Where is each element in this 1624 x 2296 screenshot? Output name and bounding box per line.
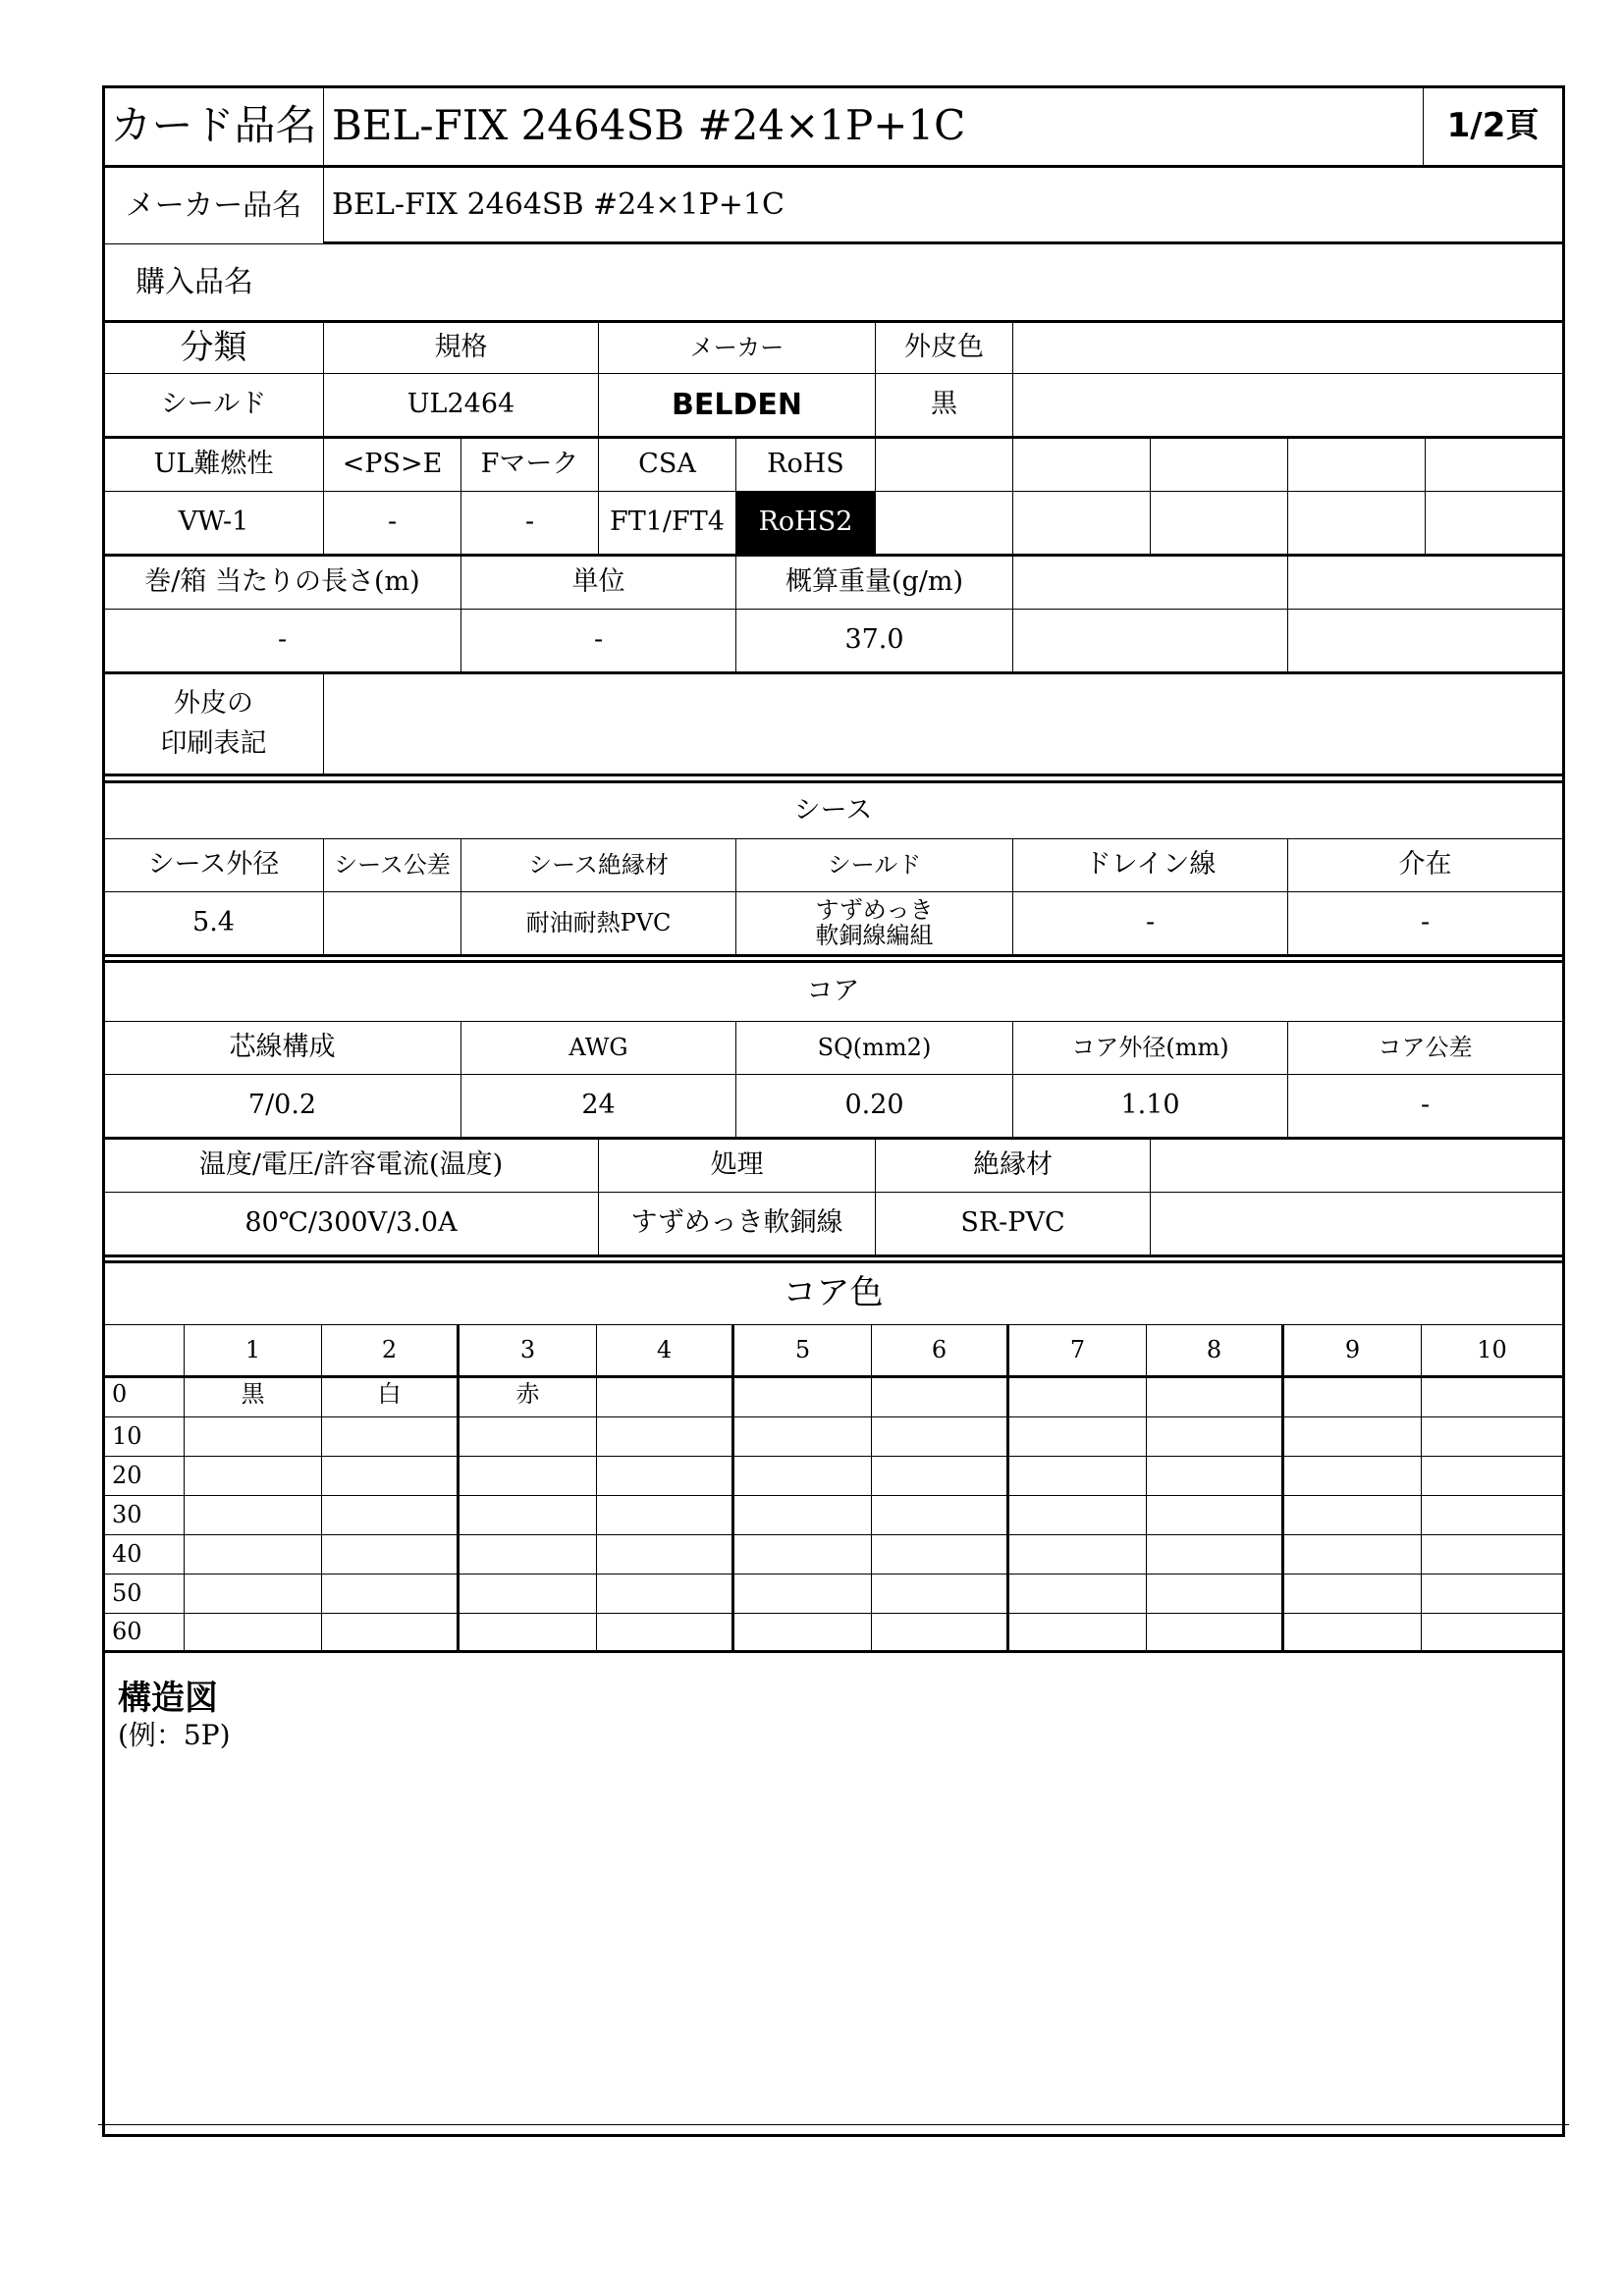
printing-label (104, 674, 324, 776)
cert-value-fmark: - (461, 492, 599, 557)
core-diameter-value: 1.10 (1013, 1075, 1288, 1140)
color-row-label: 40 (104, 1535, 185, 1575)
classification-blank (1013, 323, 1562, 374)
page-indicator: 1/2頁 (1424, 87, 1562, 168)
color-cell (322, 1496, 460, 1535)
cert-value-blank (1426, 492, 1562, 557)
jacket-color-value: 黒 (876, 374, 1013, 439)
structure-title: 構造図 (118, 1679, 218, 1718)
weight-value: 37.0 (736, 610, 1013, 674)
color-cell (460, 1614, 597, 1653)
color-cell (322, 1417, 460, 1457)
color-cell (872, 1614, 1009, 1653)
cert-value-pse: - (324, 492, 461, 557)
structure-note: (例：5P) (118, 1719, 231, 1751)
cert-header-pse: <PS>E (324, 439, 461, 492)
color-cell (1009, 1457, 1147, 1496)
color-cell (597, 1535, 734, 1575)
color-column-header: 2 (322, 1325, 460, 1378)
insulation-value: SR-PVC (876, 1193, 1151, 1257)
color-cell (872, 1496, 1009, 1535)
length-label: 巻/箱 当たりの長さ(m) (104, 557, 461, 610)
color-cell (1009, 1378, 1147, 1417)
color-column-header: 6 (872, 1325, 1009, 1378)
printing-label-line1: 外皮の (174, 688, 253, 720)
color-column-header: 9 (1284, 1325, 1422, 1378)
printing-label-line2: 印刷表記 (160, 727, 267, 759)
color-cell (1009, 1496, 1147, 1535)
card-name-label: カード品名 (104, 87, 324, 168)
color-cell (734, 1378, 872, 1417)
unit-label: 単位 (461, 557, 736, 610)
color-cell (734, 1417, 872, 1457)
color-row-label: 60 (104, 1614, 185, 1653)
cert-value-rohs: RoHS2 (736, 492, 876, 557)
sheath-header-drain: ドレイン線 (1013, 839, 1288, 892)
core-header-diameter: コア外径(mm) (1013, 1022, 1288, 1075)
core-section-title: コア (104, 960, 1562, 1022)
color-cell (734, 1496, 872, 1535)
color-cell (734, 1457, 872, 1496)
color-cell (185, 1457, 322, 1496)
sheath-shield-value (736, 892, 1013, 957)
color-cell (872, 1575, 1009, 1614)
color-cell (460, 1457, 597, 1496)
standard-label: 規格 (324, 323, 599, 374)
sheath-shield-line1: すずめっき (815, 896, 934, 925)
sheath-header-outer: シース外径 (104, 839, 324, 892)
cert-header-rohs: RoHS (736, 439, 876, 492)
cert-value-csa: FT1/FT4 (599, 492, 736, 557)
color-cell (872, 1378, 1009, 1417)
color-cell (597, 1457, 734, 1496)
bottom-double-line (98, 2124, 1569, 2126)
color-cell (1422, 1457, 1562, 1496)
card-name-value: BEL-FIX 2464SB #24×1P+1C (324, 87, 1424, 168)
color-cell (460, 1535, 597, 1575)
color-cell (185, 1535, 322, 1575)
color-cell (1147, 1496, 1284, 1535)
maker-name-label: メーカー品名 (104, 168, 324, 244)
sheath-shield-line2: 軟銅線編組 (815, 921, 934, 949)
sheath-header-tolerance: シース公差 (324, 839, 461, 892)
cert-header-blank (1013, 439, 1151, 492)
unit-value: - (461, 610, 736, 674)
color-cell (597, 1378, 734, 1417)
color-cell (1284, 1417, 1422, 1457)
color-row-label: 10 (104, 1417, 185, 1457)
color-cell (1147, 1575, 1284, 1614)
color-column-header: 3 (460, 1325, 597, 1378)
rating-value-blank (1151, 1193, 1562, 1257)
cert-header-blank (1288, 439, 1426, 492)
color-column-header: 4 (597, 1325, 734, 1378)
sheath-outer-value: 5.4 (104, 892, 324, 957)
color-column-header: 10 (1422, 1325, 1562, 1378)
cert-value-blank (876, 492, 1013, 557)
cert-header-flame: UL難燃性 (104, 439, 324, 492)
category-value: シールド (104, 374, 324, 439)
core-colors-section-title: コア色 (104, 1260, 1562, 1325)
color-cell (1284, 1457, 1422, 1496)
sheath-section-title: シース (104, 780, 1562, 839)
color-cell (1009, 1417, 1147, 1457)
color-cell (1009, 1575, 1147, 1614)
color-cell (460, 1417, 597, 1457)
color-cell (322, 1457, 460, 1496)
color-cell (1422, 1575, 1562, 1614)
color-cell (734, 1575, 872, 1614)
sheath-filler-value: - (1288, 892, 1562, 957)
cert-value-blank (1288, 492, 1426, 557)
core-header-tolerance: コア公差 (1288, 1022, 1562, 1075)
color-cell (460, 1496, 597, 1535)
core-header-sq: SQ(mm2) (736, 1022, 1013, 1075)
cert-value-blank (1151, 492, 1288, 557)
color-cell (185, 1614, 322, 1653)
color-cell: 白 (322, 1378, 460, 1417)
sheath-header-shield: シールド (736, 839, 1013, 892)
color-column-header: 1 (185, 1325, 322, 1378)
sheath-header-insulation: シース絶縁材 (461, 839, 736, 892)
cert-value-blank (1013, 492, 1151, 557)
category-label: 分類 (104, 323, 324, 374)
treatment-value: すずめっき軟銅線 (599, 1193, 876, 1257)
color-row-label: 30 (104, 1496, 185, 1535)
core-tolerance-value: - (1288, 1075, 1562, 1140)
color-cell (597, 1614, 734, 1653)
insulation-label: 絶縁材 (876, 1140, 1151, 1193)
color-cell (1422, 1417, 1562, 1457)
core-sq-value: 0.20 (736, 1075, 1013, 1140)
color-cell (1009, 1535, 1147, 1575)
color-cell (1147, 1614, 1284, 1653)
color-cell (1284, 1575, 1422, 1614)
color-cell (185, 1496, 322, 1535)
color-cell (597, 1496, 734, 1535)
color-row-label: 50 (104, 1575, 185, 1614)
core-strand-value: 7/0.2 (104, 1075, 461, 1140)
color-cell (1284, 1614, 1422, 1653)
color-cell (1284, 1378, 1422, 1417)
rating-value: 80℃/300V/3.0A (104, 1193, 599, 1257)
printing-value (324, 674, 1562, 776)
cert-value-flame: VW-1 (104, 492, 324, 557)
color-grid-corner (104, 1325, 185, 1378)
color-cell (734, 1614, 872, 1653)
color-cell (1009, 1614, 1147, 1653)
color-column-header: 8 (1147, 1325, 1284, 1378)
length-value-blank (1013, 610, 1288, 674)
core-header-awg: AWG (461, 1022, 736, 1075)
color-cell (185, 1575, 322, 1614)
core-header-strand: 芯線構成 (104, 1022, 461, 1075)
color-cell (460, 1575, 597, 1614)
purchase-name-label: 購入品名 (104, 244, 1562, 323)
jacket-color-label: 外皮色 (876, 323, 1013, 374)
color-column-header: 7 (1009, 1325, 1147, 1378)
maker-label: メーカー (599, 323, 876, 374)
sheath-insulation-value: 耐油耐熱PVC (461, 892, 736, 957)
color-cell (1422, 1535, 1562, 1575)
color-cell (734, 1535, 872, 1575)
color-cell (322, 1614, 460, 1653)
color-cell: 赤 (460, 1378, 597, 1417)
length-header-blank (1288, 557, 1562, 610)
color-row-label: 20 (104, 1457, 185, 1496)
color-cell (1147, 1457, 1284, 1496)
cert-header-blank (876, 439, 1013, 492)
color-cell (1284, 1535, 1422, 1575)
cert-header-csa: CSA (599, 439, 736, 492)
color-cell (872, 1457, 1009, 1496)
sheath-header-filler: 介在 (1288, 839, 1562, 892)
maker-value: BELDEN (599, 374, 876, 439)
color-row-label: 0 (104, 1378, 185, 1417)
color-cell (185, 1417, 322, 1457)
cert-header-fmark: Fマーク (461, 439, 599, 492)
color-cell (322, 1535, 460, 1575)
length-header-blank (1013, 557, 1288, 610)
color-cell (1284, 1496, 1422, 1535)
maker-name-value: BEL-FIX 2464SB #24×1P+1C (324, 168, 1562, 244)
color-cell (597, 1575, 734, 1614)
color-cell (1147, 1535, 1284, 1575)
color-cell (322, 1575, 460, 1614)
color-cell (1147, 1417, 1284, 1457)
standard-value: UL2464 (324, 374, 599, 439)
color-cell (1147, 1378, 1284, 1417)
cert-header-blank (1151, 439, 1288, 492)
rating-header-blank (1151, 1140, 1562, 1193)
sheath-tolerance-value (324, 892, 461, 957)
treatment-label: 処理 (599, 1140, 876, 1193)
sheath-drain-value: - (1013, 892, 1288, 957)
rating-label: 温度/電圧/許容電流(温度) (104, 1140, 599, 1193)
length-value: - (104, 610, 461, 674)
classification-value-blank (1013, 374, 1562, 439)
color-cell (1422, 1496, 1562, 1535)
weight-label: 概算重量(g/m) (736, 557, 1013, 610)
cert-header-blank (1426, 439, 1562, 492)
color-cell (872, 1417, 1009, 1457)
core-awg-value: 24 (461, 1075, 736, 1140)
color-cell (1422, 1378, 1562, 1417)
color-cell (597, 1417, 734, 1457)
color-cell (1422, 1614, 1562, 1653)
color-cell (872, 1535, 1009, 1575)
color-cell: 黒 (185, 1378, 322, 1417)
length-value-blank (1288, 610, 1562, 674)
color-column-header: 5 (734, 1325, 872, 1378)
